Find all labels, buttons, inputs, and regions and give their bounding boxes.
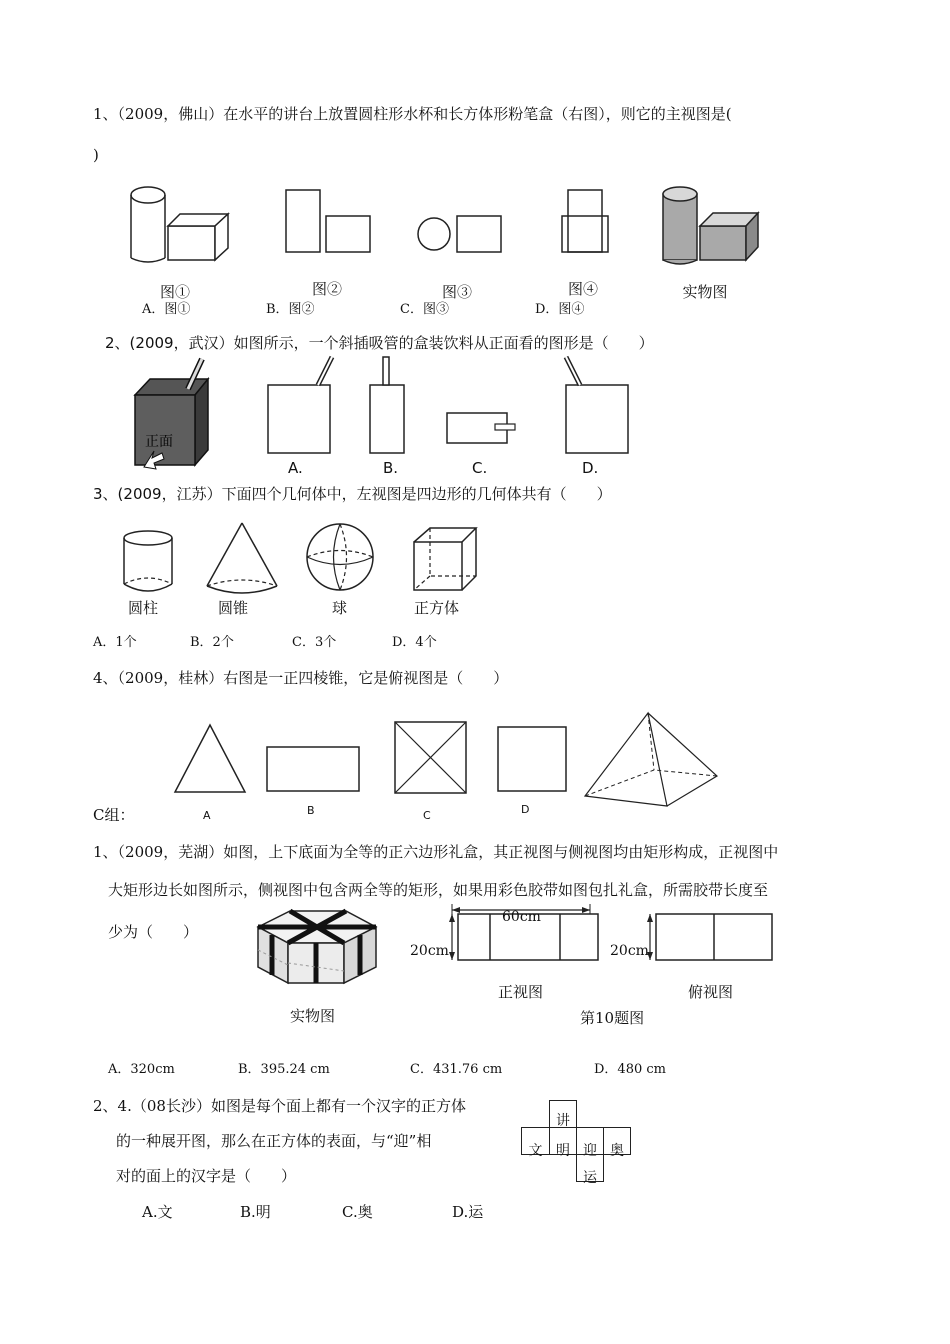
q3-option-a[interactable]: A．1个 bbox=[93, 635, 137, 650]
c2-net-cell-ying: 迎 bbox=[576, 1127, 604, 1155]
q2-fig-box bbox=[130, 355, 220, 470]
q2-fig-a bbox=[266, 355, 338, 455]
q1-fig3 bbox=[417, 214, 507, 254]
q2-fig-c bbox=[445, 410, 520, 446]
q4-option-a[interactable]: A bbox=[203, 809, 211, 822]
c1-option-a[interactable]: A．320cm bbox=[108, 1062, 175, 1077]
q4-fig-c-square-x bbox=[393, 720, 468, 795]
c1-option-b[interactable]: B．395.24 cm bbox=[238, 1062, 330, 1077]
group-c-heading: C组： bbox=[93, 806, 135, 824]
q3-sphere bbox=[303, 520, 377, 594]
q3-cube bbox=[410, 524, 480, 594]
q1-fig4-label: 图④ bbox=[567, 280, 598, 298]
c2-option-a[interactable]: A.文 bbox=[142, 1203, 173, 1221]
q3-text: 3、(2009，江苏）下面四个几何体中，左视图是四边形的几何体共有（ ） bbox=[93, 485, 612, 503]
q2-option-c[interactable]: C. bbox=[472, 459, 488, 477]
q4-text: 4、（2009，桂林）右图是一正四棱锥，它是俯视图是（ ） bbox=[93, 669, 509, 687]
q2-option-b[interactable]: B. bbox=[383, 459, 399, 477]
q1-fig2 bbox=[284, 188, 374, 258]
q1-fig-real bbox=[658, 182, 768, 268]
q3-label-cylinder: 圆柱 bbox=[128, 599, 159, 617]
q4-fig-a-triangle bbox=[172, 722, 248, 794]
q1-fig4 bbox=[560, 188, 610, 258]
q1-option-a[interactable]: A．图① bbox=[142, 302, 191, 317]
c1-dim-height-top: 20cm bbox=[610, 943, 649, 959]
c1-label-real: 实物图 bbox=[290, 1007, 336, 1025]
q3-cylinder bbox=[120, 528, 180, 598]
c1-line2: 大矩形边长如图所示，侧视图中包含两全等的矩形，如果用彩色胶带如图包扎礼盒，所需胶带长度至 bbox=[108, 881, 769, 899]
q3-option-c[interactable]: C．3个 bbox=[292, 635, 337, 650]
q1-option-d[interactable]: D．图④ bbox=[535, 302, 585, 317]
q3-option-b[interactable]: B．2个 bbox=[190, 635, 234, 650]
q1-option-c[interactable]: C．图③ bbox=[400, 302, 449, 317]
q3-label-cube: 正方体 bbox=[414, 599, 460, 617]
q2-option-a[interactable]: A. bbox=[288, 459, 303, 477]
c1-label-top: 俯视图 bbox=[688, 983, 734, 1001]
c1-fig-caption: 第10题图 bbox=[580, 1009, 645, 1027]
q4-option-b[interactable]: B bbox=[307, 804, 315, 817]
q4-option-c[interactable]: C bbox=[423, 809, 431, 822]
c1-option-d[interactable]: D．480 cm bbox=[594, 1062, 666, 1077]
c2-net-cell-ao: 奥 bbox=[603, 1127, 631, 1155]
q1-text-cont: ) bbox=[93, 146, 99, 164]
c2-net-cell-ming: 明 bbox=[549, 1127, 577, 1155]
c2-option-b[interactable]: B.明 bbox=[240, 1203, 271, 1221]
q3-label-sphere: 球 bbox=[332, 599, 348, 617]
q4-fig-b-rect bbox=[265, 745, 361, 793]
c2-line1: 2、4.（08长沙）如图是每个面上都有一个汉字的正方体 bbox=[93, 1097, 466, 1115]
c2-line2: 的一种展开图，那么在正方体的表面，与“迎”相 bbox=[116, 1132, 432, 1150]
c2-net-cell-yun: 运 bbox=[576, 1154, 604, 1182]
q1-fig1-label: 图① bbox=[159, 283, 190, 301]
q1-fig2-label: 图② bbox=[311, 280, 342, 298]
c2-option-d[interactable]: D.运 bbox=[452, 1203, 484, 1221]
q1-option-b[interactable]: B．图② bbox=[266, 302, 315, 317]
q3-label-cone: 圆锥 bbox=[218, 599, 249, 617]
q2-front-label: 正面 bbox=[145, 434, 173, 450]
q3-option-d[interactable]: D．4个 bbox=[392, 635, 437, 650]
q2-fig-d bbox=[560, 355, 632, 455]
q2-fig-b bbox=[368, 355, 408, 455]
c2-net-cell-jiang: 讲 bbox=[549, 1100, 577, 1128]
q3-cone bbox=[202, 520, 282, 598]
c2-net-cell-wen: 文 bbox=[521, 1127, 550, 1155]
q2-text: 2、(2009，武汉）如图所示，一个斜插吸管的盒装饮料从正面看的图形是（ ） bbox=[105, 334, 654, 352]
c2-line3: 对的面上的汉字是（ ） bbox=[116, 1167, 297, 1185]
q1-text: 1、（2009，佛山）在水平的讲台上放置圆柱形水杯和长方体形粉笔盒（右图），则它的主视图是( bbox=[93, 105, 732, 123]
c1-dim-height-front: 20cm bbox=[410, 943, 449, 959]
c1-line3: 少为（ ） bbox=[108, 923, 199, 941]
c1-label-front: 正视图 bbox=[498, 983, 544, 1001]
q4-pyramid bbox=[582, 710, 722, 810]
q4-fig-d-square bbox=[496, 725, 568, 793]
c2-option-c[interactable]: C.奥 bbox=[342, 1203, 373, 1221]
q4-option-d[interactable]: D bbox=[521, 803, 530, 816]
q1-real-label: 实物图 bbox=[682, 283, 728, 301]
q2-option-d[interactable]: D. bbox=[582, 459, 599, 477]
c1-dim-width: 60cm bbox=[502, 909, 541, 925]
c1-gift-box bbox=[250, 905, 382, 987]
c1-option-c[interactable]: C．431.76 cm bbox=[410, 1062, 503, 1077]
q1-fig1 bbox=[120, 178, 240, 268]
c1-line1: 1、（2009，芜湖）如图，上下底面为全等的正六边形礼盒，其正视图与侧视图均由矩形构成，正视图中 bbox=[93, 843, 779, 861]
c1-top-view bbox=[640, 912, 776, 964]
q1-fig3-label: 图③ bbox=[441, 283, 472, 301]
